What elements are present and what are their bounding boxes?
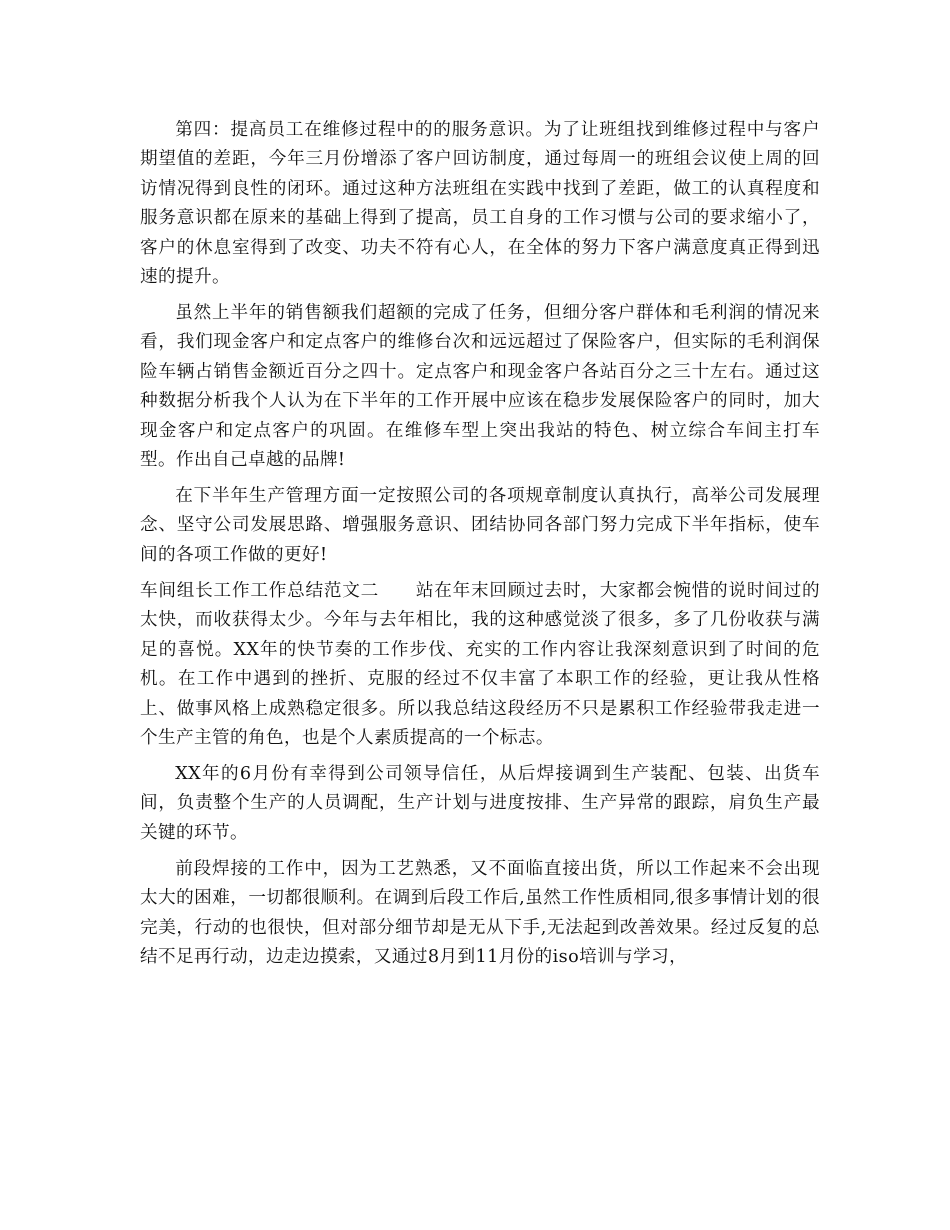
paragraph-welding-work: 前段焊接的工作中，因为工艺熟悉，又不面临直接出货，所以工作起来不会出现太大的困难，一切都很顺利。在调到后段工作后,虽然工作性质相同,很多事情计划的很完美，行动的也很快，但对部分细节却是无从下手,无法起到改善效果。经过反复的总结不足再行动，边走边摸索，又通过8月到11月份的iso培训与学习， <box>140 858 820 967</box>
document-page <box>140 116 820 979</box>
paragraph-sales-analysis: 虽然上半年的销售额我们超额的完成了任务，但细分客户群体和毛利润的情况来看，我们现金客户和定点客户的维修台次和远远超过了保险客户，但实际的毛利润保险车辆占销售金额近百分之四十。定点客户和现金客户各站百分之三十左右。通过这种数据分析我个人认为在下半年的工作开展中应该在稳步发展保险客户的同时，加大现金客户和定点客户的巩固。在维修车型上突出我站的特色、树立综合车间主打车型。作出自己卓越的品牌! <box>140 303 820 471</box>
paragraph-summary-two-intro: 车间组长工作工作总结范文二 站在年末回顾过去时，大家都会惋惜的说时间过的太快，而收获得太少。今年与去年相比，我的这种感觉淡了很多，多了几份收获与满足的喜悦。XX年的快节奏的工作步伐、充实的工作内容让我深刻意识到了时间的危机。在工作中遇到的挫折、克服的经过不仅丰富了本职工作的经验，更让我从性格上、做事风格上成熟稳定很多。所以我总结这段经历不只是累积工作经验带我走进一个生产主管的角色，也是个人素质提高的一个标志。 <box>140 580 820 748</box>
paragraph-june-transfer: XX年的6月份有幸得到公司领导信任，从后焊接调到生产装配、包装、出货车间，负责整个生产的人员调配，生产计划与进度按排、生产异常的跟踪，肩负生产最关键的环节。 <box>140 763 820 843</box>
paragraph-second-half-plan: 在下半年生产管理方面一定按照公司的各项规章制度认真执行，高举公司发展理念、坚守公司发展思路、增强服务意识、团结协同各部门努力完成下半年指标，使车间的各项工作做的更好! <box>140 486 820 565</box>
paragraph-service-awareness: 第四：提高员工在维修过程中的的服务意识。为了让班组找到维修过程中与客户期望值的差距，今年三月份增添了客户回访制度，通过每周一的班组会议使上周的回访情况得到良性的闭环。通过这种方法班组在实践中找到了差距，做工的认真程度和服务意识都在原来的基础上得到了提高，员工自身的工作习惯与公司的要求缩小了，客户的休息室得到了改变、功夫不符有心人，在全体的努力下客户满意度真正得到迅速的提升。 <box>140 120 820 288</box>
